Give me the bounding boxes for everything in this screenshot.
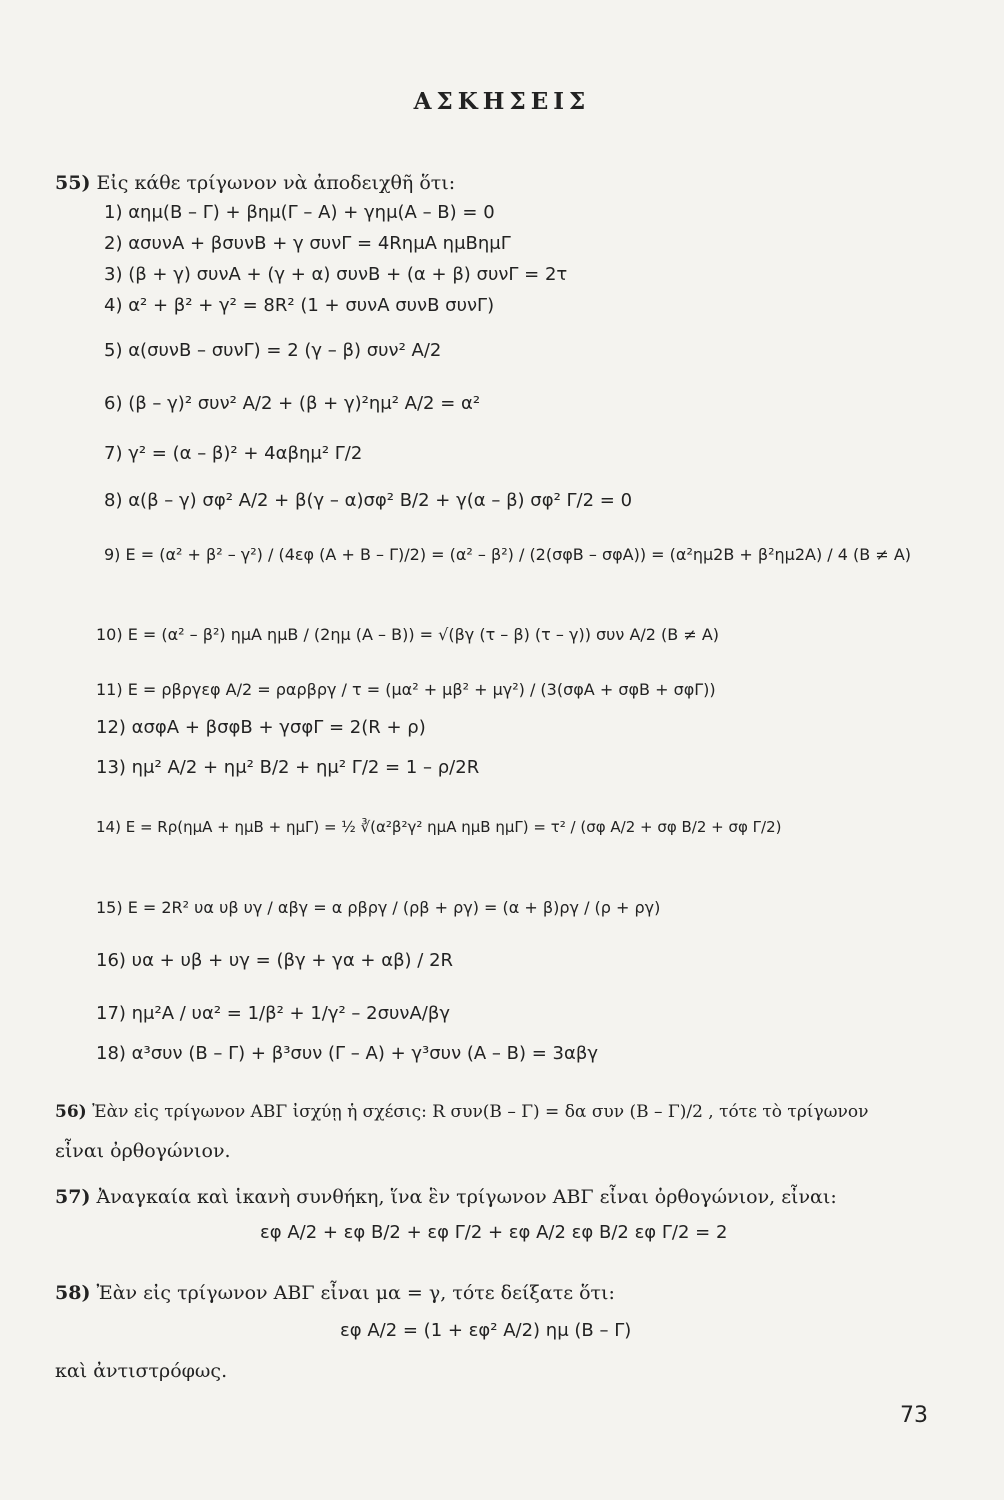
exercise-57-formula: εφ Α/2 + εφ Β/2 + εφ Γ/2 + εφ Α/2 εφ Β/2 εφ Γ/2 = 2 bbox=[260, 1222, 728, 1243]
exercise-56-number: 56) bbox=[55, 1102, 87, 1122]
exercise-58-continuation: καὶ ἀντιστρόφως. bbox=[55, 1360, 228, 1382]
exercise-58-text: Ἐὰν εἰς τρίγωνον ΑΒΓ εἶναι μα = γ, τότε δείξατε ὅτι: bbox=[96, 1282, 615, 1304]
exercise-58-number: 58) bbox=[55, 1282, 91, 1304]
formula-line: 15) E = 2R² υα υβ υγ / αβγ = α ρβργ / (ρβ + ργ) = (α + β)ργ / (ρ + ργ) bbox=[96, 898, 661, 917]
formula-line: 3) (β + γ) συνΑ + (γ + α) συνΒ + (α + β) συνΓ = 2τ bbox=[104, 264, 568, 285]
formula-line: 5) α(συνΒ – συνΓ) = 2 (γ – β) συν² Α/2 bbox=[104, 340, 442, 361]
exercise-55-intro: Εἰς κάθε τρίγωνον νὰ ἀποδειχθῆ ὅτι: bbox=[96, 172, 456, 194]
formula-line: 4) α² + β² + γ² = 8R² (1 + συνΑ συνΒ συνΓ) bbox=[104, 295, 495, 316]
formula-line: 11) E = ρβργεφ Α/2 = ραρβργ / τ = (μα² + μβ² + μγ²) / (3(σφΑ + σφΒ + σφΓ)) bbox=[96, 680, 716, 699]
exercise-57-text: Ἀναγκαία καὶ ἱκανὴ συνθήκη, ἵνα ἓν τρίγωνον ΑΒΓ εἶναι ὀρθογώνιον, εἶναι: bbox=[96, 1186, 837, 1208]
formula-line: 13) ημ² Α/2 + ημ² Β/2 + ημ² Γ/2 = 1 – ρ/2R bbox=[96, 757, 480, 778]
exercise-56-continuation: εἶναι ὀρθογώνιον. bbox=[55, 1140, 231, 1162]
formula-line: 2) ασυνΑ + βσυνΒ + γ συνΓ = 4RημΑ ημΒημΓ bbox=[104, 233, 511, 254]
formula-line: 6) (β – γ)² συν² Α/2 + (β + γ)²ημ² Α/2 = α² bbox=[104, 393, 481, 414]
exercise-58 bbox=[55, 1282, 615, 1304]
exercise-56 bbox=[55, 1102, 868, 1122]
formula-line: 9) E = (α² + β² – γ²) / (4εφ (Α + Β – Γ)/2) = (α² – β²) / (2(σφΒ – σφΑ)) = (α²ημ2Β + β²ημ2Α) / 4 (Β ≠ Α) bbox=[104, 545, 912, 564]
formula-line: 16) υα + υβ + υγ = (βγ + γα + αβ) / 2R bbox=[96, 950, 454, 971]
exercise-55-number: 55) bbox=[55, 172, 91, 194]
formula-line: 18) α³συν (Β – Γ) + β³συν (Γ – Α) + γ³συν (Α – Β) = 3αβγ bbox=[96, 1043, 598, 1064]
exercise-58-formula: εφ Α/2 = (1 + εφ² Α/2) ημ (Β – Γ) bbox=[340, 1320, 632, 1341]
exercise-55-header bbox=[55, 172, 455, 194]
formula-line: 12) ασφΑ + βσφΒ + γσφΓ = 2(R + ρ) bbox=[96, 717, 426, 738]
formula-line: 17) ημ²Α / υα² = 1/β² + 1/γ² – 2συνΑ/βγ bbox=[96, 1003, 450, 1024]
formula-line: 10) E = (α² – β²) ημΑ ημΒ / (2ημ (Α – Β)) = √(βγ (τ – β) (τ – γ)) συν Α/2 (Β ≠ Α) bbox=[96, 625, 720, 644]
formula-line: 14) E = Rρ(ημΑ + ημΒ + ημΓ) = ½ ∛(α²β²γ² ημΑ ημΒ ημΓ) = τ² / (σφ Α/2 + σφ Β/2 + σφ Γ/2) bbox=[96, 818, 782, 836]
formula-line: 8) α(β – γ) σφ² Α/2 + β(γ – α)σφ² Β/2 + γ(α – β) σφ² Γ/2 = 0 bbox=[104, 490, 633, 511]
formula-line: 7) γ² = (α – β)² + 4αβημ² Γ/2 bbox=[104, 443, 363, 464]
page-number: 73 bbox=[900, 1403, 928, 1428]
page-heading: ΑΣΚΗΣΕΙΣ bbox=[413, 88, 591, 115]
exercise-57-number: 57) bbox=[55, 1186, 91, 1208]
exercise-57 bbox=[55, 1186, 837, 1208]
formula-line: 1) αημ(Β – Γ) + βημ(Γ – Α) + γημ(Α – Β) = 0 bbox=[104, 202, 495, 223]
exercise-56-text: Ἐὰν εἰς τρίγωνον ΑΒΓ ἰσχύῃ ἡ σχέσις: R συν(Β – Γ) = δα συν (Β – Γ)/2 , τότε τὸ τρίγωνον bbox=[92, 1102, 869, 1122]
